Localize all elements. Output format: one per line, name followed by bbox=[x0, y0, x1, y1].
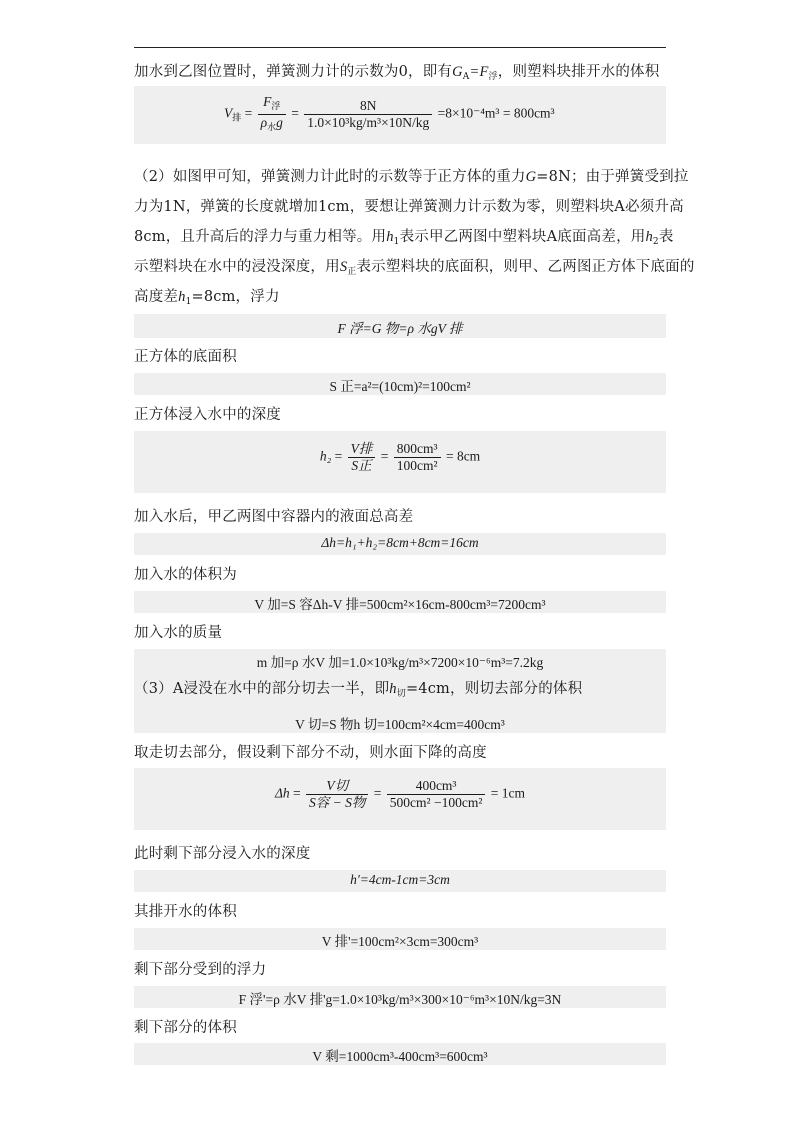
result: 1cm bbox=[501, 785, 525, 801]
result: =8×10⁻⁴m³ = 800cm³ bbox=[437, 105, 555, 121]
equation-6: V 加=S 容Δh-V 排=500cm²×16cm-800cm³=7200cm³ bbox=[254, 597, 546, 612]
subscript: 浮 bbox=[271, 101, 281, 111]
equation-3: S 正=a²=(10cm)²=100cm² bbox=[329, 379, 471, 394]
equation-box-4 bbox=[134, 431, 666, 493]
text: （2）如图甲可知，弹簧测力计此时的示数等于正方体的重力 bbox=[134, 169, 526, 185]
equation-box-7 bbox=[134, 649, 666, 711]
denominator: S容 − S物 bbox=[309, 795, 366, 810]
text-line-p3 bbox=[134, 679, 666, 704]
numerator: V排 bbox=[350, 441, 373, 456]
denominator: ρ bbox=[260, 115, 268, 130]
equation-box-8 bbox=[134, 711, 666, 733]
text-line-drop bbox=[134, 743, 666, 763]
subscript: A bbox=[462, 72, 470, 82]
symbol: h₂ bbox=[319, 448, 332, 464]
equation-7: m 加=ρ 水V 加=1.0×10³kg/m³×7200×10⁻⁶m³=7.2kg bbox=[256, 655, 544, 670]
text: 其排开水的体积 bbox=[134, 904, 237, 920]
text: ，则塑料块排开水的体积 bbox=[497, 64, 660, 80]
text-line-after bbox=[134, 507, 666, 527]
symbol: S bbox=[339, 259, 348, 275]
equation-2: F 浮=G 物=ρ 水gV 排 bbox=[337, 321, 463, 336]
equation-box-12 bbox=[134, 986, 666, 1008]
text-line-remain-depth bbox=[134, 844, 666, 864]
subscript: 2 bbox=[652, 237, 659, 247]
equation-box-6 bbox=[134, 591, 666, 613]
fraction bbox=[306, 778, 368, 811]
symbol: h bbox=[178, 289, 186, 305]
denominator: 100cm² bbox=[396, 458, 438, 473]
subscript: 切 bbox=[396, 689, 406, 699]
subscript: 浮 bbox=[488, 72, 498, 82]
equation-10: h'=4cm-1cm=3cm bbox=[350, 872, 450, 887]
result: 8cm bbox=[456, 448, 481, 464]
denominator: S正 bbox=[351, 458, 372, 473]
symbol: G bbox=[525, 169, 537, 185]
fraction bbox=[348, 441, 376, 474]
text: 加入水后，甲乙两图中容器内的液面总高差 bbox=[134, 509, 414, 525]
equation-box-11 bbox=[134, 928, 666, 950]
numerator: V切 bbox=[326, 778, 349, 793]
text-line-vol bbox=[134, 565, 666, 585]
text: 剩下部分的体积 bbox=[134, 1020, 237, 1036]
symbol: h bbox=[386, 229, 394, 245]
header-rule bbox=[134, 47, 666, 48]
text: 力为1N，弹簧的长度就增加1cm，要想让弹簧测力计示数为零，则塑料块A必须升高 bbox=[134, 199, 684, 215]
text: 加水到乙图位置时，弹簧测力计的示数为0，即有 bbox=[134, 64, 453, 80]
symbol: h bbox=[389, 681, 397, 697]
equation-box-10 bbox=[134, 870, 666, 892]
text-line-p2-3 bbox=[134, 227, 674, 252]
numerator: F bbox=[263, 94, 272, 109]
numerator: 800cm³ bbox=[394, 441, 441, 458]
equation-box-3 bbox=[134, 373, 666, 395]
text-line-p2-1 bbox=[134, 167, 689, 187]
text: 加入水的质量 bbox=[134, 625, 223, 641]
text: 加入水的体积为 bbox=[134, 567, 237, 583]
text: 表 bbox=[658, 229, 674, 245]
equation-13: V 剩=1000cm³-400cm³=600cm³ bbox=[312, 1049, 488, 1064]
equation-box-5 bbox=[134, 533, 666, 555]
symbol: V bbox=[224, 105, 233, 121]
subscript: 1 bbox=[185, 297, 192, 307]
text: 正方体的底面积 bbox=[134, 349, 237, 365]
text-line-p2-5 bbox=[134, 287, 666, 312]
text: 取走切去部分，假设剩下部分不动，则水面下降的高度 bbox=[134, 745, 487, 761]
equation-11: V 排'=100cm²×3cm=300cm³ bbox=[321, 934, 479, 949]
text-line-p2-2 bbox=[134, 197, 684, 217]
text: 此时剩下部分浸入水的深度 bbox=[134, 846, 311, 862]
text: =8cm，浮力 bbox=[191, 289, 280, 305]
denominator: 500cm² −100cm² bbox=[389, 795, 483, 810]
text-line-remain-vol bbox=[134, 1018, 666, 1038]
text: 表示塑料块的底面积，则甲、乙两图正方体下底面的 bbox=[356, 259, 695, 275]
fraction bbox=[304, 98, 432, 131]
text-line-disp bbox=[134, 902, 666, 922]
subscript: 1 bbox=[393, 237, 400, 247]
symbol: h bbox=[645, 229, 653, 245]
numerator: 400cm³ bbox=[387, 778, 486, 795]
text-line-1 bbox=[134, 62, 666, 87]
text: 示塑料块在水中的浸没深度，用 bbox=[134, 259, 340, 275]
text: 剩下部分受到的浮力 bbox=[134, 962, 267, 978]
symbol: Δh bbox=[274, 785, 290, 801]
denominator-tail: g bbox=[276, 115, 283, 130]
text: （3）A浸没在水中的部分切去一半，即 bbox=[134, 681, 390, 697]
text-line-p2-4 bbox=[134, 257, 695, 282]
text: 高度差 bbox=[134, 289, 179, 305]
subscript: 正 bbox=[347, 267, 357, 277]
text-line-buoy bbox=[134, 960, 666, 980]
equation-box-13 bbox=[134, 1043, 666, 1065]
text-line-base-area bbox=[134, 347, 666, 367]
denominator: 1.0×10³kg/m³×10N/kg bbox=[307, 115, 430, 130]
symbol: =F bbox=[469, 64, 489, 80]
text-line-mass bbox=[134, 623, 666, 643]
equation-box-2 bbox=[134, 314, 666, 338]
subscript: 排 bbox=[232, 112, 242, 123]
text: 8cm，且升高后的浮力与重力相等。用 bbox=[134, 229, 387, 245]
text: 表示甲乙两图中塑料块A底面高差，用 bbox=[399, 229, 646, 245]
equation-box-9 bbox=[134, 768, 666, 830]
text-line-depth bbox=[134, 405, 666, 425]
symbol: G bbox=[452, 64, 463, 80]
equation-8: V 切=S 物h 切=100cm²×4cm=400cm³ bbox=[295, 717, 505, 732]
fraction bbox=[258, 94, 286, 135]
numerator: 8N bbox=[304, 98, 432, 115]
subscript: 水 bbox=[267, 122, 277, 132]
equation-box-1 bbox=[134, 86, 666, 144]
text: =8N；由于弹簧受到拉 bbox=[536, 169, 689, 185]
text: 正方体浸入水中的深度 bbox=[134, 407, 281, 423]
fraction bbox=[387, 778, 486, 811]
fraction bbox=[394, 441, 441, 474]
equation-4: h₂ = $\frac{\text{V排}}{\text{S正}}$ = $\frac{\text{800cm³}}{\text{100cm²}}$ = 8cm bbox=[319, 441, 481, 473]
equation-12: F 浮'=ρ 水V 排'g=1.0×10³kg/m³×300×10⁻⁶m³×10N/kg=3N bbox=[238, 992, 562, 1007]
equation-5: Δh=h₁+h₂=8cm+8cm=16cm bbox=[321, 535, 479, 550]
text: =4cm，则切去部分的体积 bbox=[405, 681, 583, 697]
equation-9: Δh = $\frac{\text{V切}}{\text{S容 − S物}}$ = $\frac{\text{400cm³}}{\text{500cm² −100cm²}}$ = 1cm bbox=[274, 778, 525, 810]
equation-1: $V_排$ = $\frac{F_浮}{\rho_水g}$ = $\frac{8N}{\text{1.0×10³kg/m³×10N/kg}}$ =8×10⁻⁴m³ = 800cm³ bbox=[224, 94, 555, 135]
